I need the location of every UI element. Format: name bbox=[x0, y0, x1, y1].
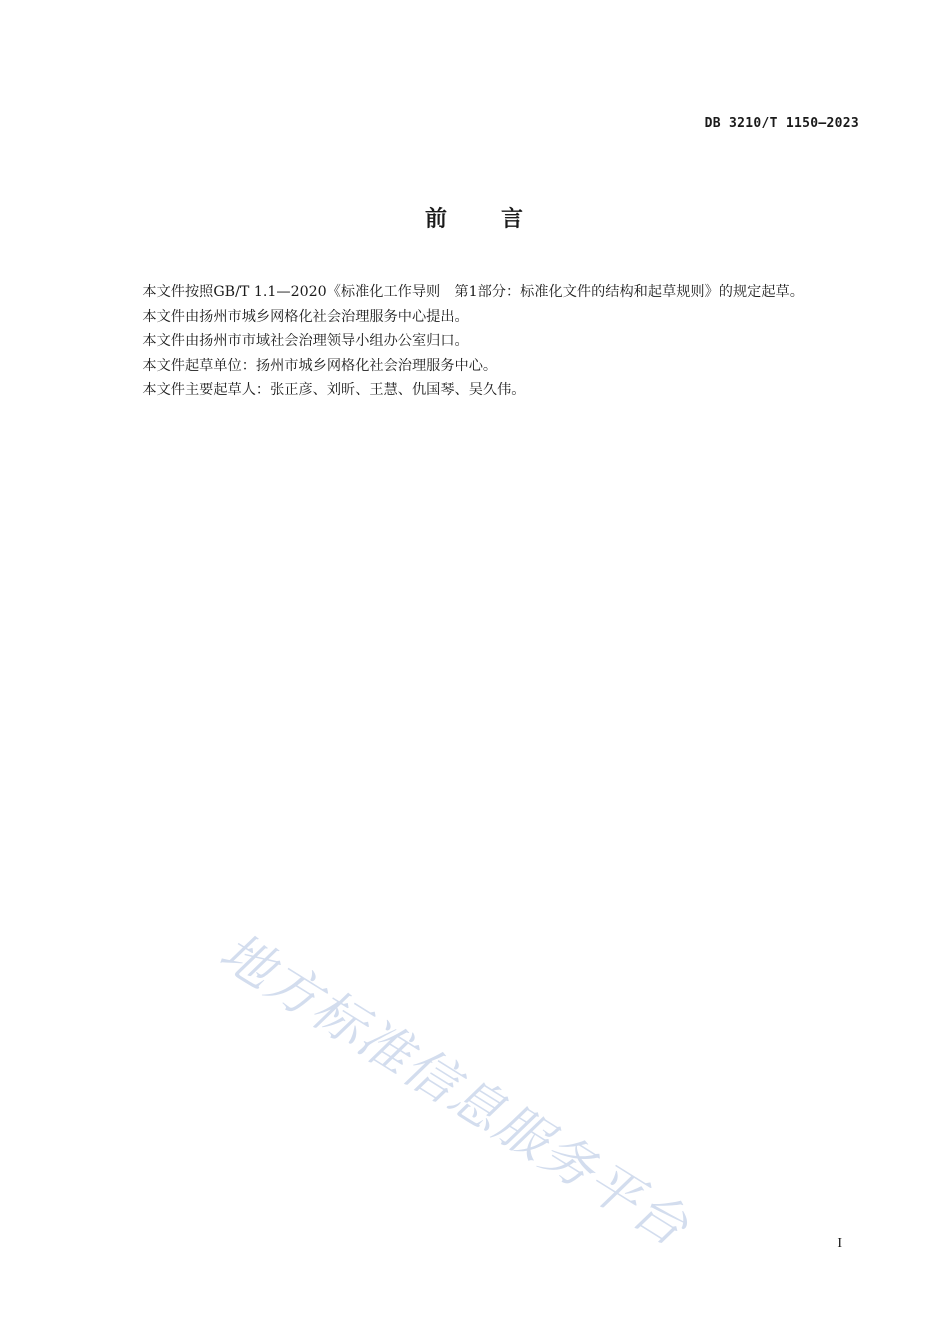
title-char-1: 前 bbox=[424, 207, 449, 232]
paragraph-drafters: 本文件主要起草人：张正彦、刘昕、王慧、仇国琴、吴久伟。 bbox=[142, 382, 526, 398]
foreword-body bbox=[114, 280, 862, 403]
document-code: DB 3210/T 1150—2023 bbox=[704, 116, 859, 131]
paragraph-proposer: 本文件由扬州市城乡网格化社会治理服务中心提出。 bbox=[142, 308, 469, 325]
page-number: I bbox=[837, 1236, 842, 1251]
paragraph-administrator: 本文件由扬州市市域社会治理领导小组办公室归口。 bbox=[142, 333, 469, 349]
page-title bbox=[0, 202, 950, 233]
watermark: 地方标准信息服务平台 bbox=[209, 921, 699, 1259]
paragraph-drafting-rules: 本文件按照GB/T 1.1—2020《标准化工作导则 第1部分：标准化文件的结构和起草规则》的规定起草。 bbox=[142, 284, 804, 300]
title-char-2: 言 bbox=[501, 207, 526, 232]
paragraph-drafting-unit: 本文件起草单位：扬州市城乡网格化社会治理服务中心。 bbox=[142, 357, 498, 374]
